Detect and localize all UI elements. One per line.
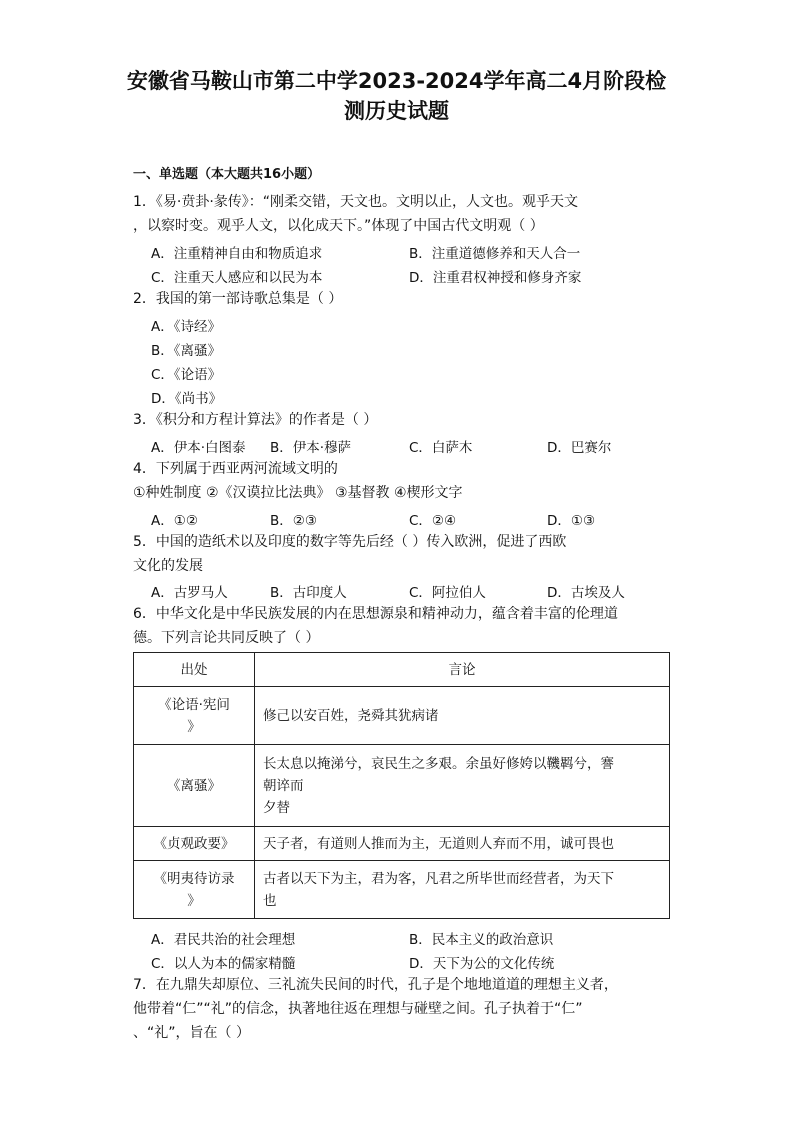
table-row [134,861,670,919]
row-quote: 长太息以掩涕兮，哀民生之多艰。余虽好修姱以鞿羁兮，謇 朝谇而 夕替 [255,745,670,827]
q1-option-d: D．注重君权神授和修身齐家 [409,270,582,286]
q6-quote-table [133,652,670,919]
row-quote: 修己以安百姓，尧舜其犹病诸 [255,687,670,745]
q3-option-b: B．伊本·穆萨 [270,440,352,456]
q6-option-a: A．君民共治的社会理想 [151,932,296,948]
q3-stem: 3．《积分和方程计算法》的作者是（ ） [133,412,378,428]
title-line-1: 安徽省马鞍山市第二中学2023-2024学年高二4月阶段检 [126,69,667,93]
q1-option-a: A．注重精神自由和物质追求 [151,246,323,262]
row-source: 《论语·宪问 》 [134,687,255,745]
q2-option-b: B．《离骚》 [151,343,222,359]
table-row [134,827,670,861]
q6-option-d: D．天下为公的文化传统 [409,956,555,972]
q6-option-c: C．以人为本的儒家精髓 [151,956,296,972]
q6-option-b: B．民本主义的政治意识 [409,932,554,948]
row-source: 《贞观政要》 [134,827,255,861]
q1-option-c: C．注重天人感应和以民为本 [151,270,323,286]
row-quote: 古者以天下为主，君为客，凡君之所毕世而经营者，为天下 也 [255,861,670,919]
q5-option-b: B．古印度人 [270,585,347,601]
table-header-row [134,653,670,687]
q5-option-d: D．古埃及人 [547,585,625,601]
header-source: 出处 [134,653,255,687]
q4-option-d: D．①③ [547,513,596,529]
title-line-2: 测历史试题 [344,99,449,123]
q4-option-b: B．②③ [270,513,317,529]
q6-stem-line-2: 德。下列言论共同反映了（ ） [133,630,320,646]
q2-stem: 2．我国的第一部诗歌总集是（ ） [133,291,343,307]
q1-stem-line-1: 1．《易·贲卦·彖传》：“刚柔交错，天文也。文明以止，人文也。观乎天文 [133,194,579,210]
row-source: 《明夷待访录 》 [134,861,255,919]
q3-option-a: A．伊本·白图泰 [151,440,246,456]
q2-option-c: C．《论语》 [151,367,222,383]
table-row [134,687,670,745]
q1-option-b: B．注重道德修养和天人合一 [409,246,581,262]
q5-option-c: C．阿拉伯人 [409,585,486,601]
q4-option-a: A．①② [151,513,198,529]
q5-option-a: A．古罗马人 [151,585,228,601]
q4-items: ①种姓制度 ②《汉谟拉比法典》 ③基督教 ④楔形文字 [133,485,463,501]
q5-stem-line-2: 文化的发展 [133,558,203,574]
q3-option-d: D．巴赛尔 [547,440,612,456]
q6-stem-line-1: 6．中华文化是中华民族发展的内在思想源泉和精神动力，蕴含着丰富的伦理道 [133,606,618,622]
q5-stem-line-1: 5．中国的造纸术以及印度的数字等先后经（ ）传入欧洲，促进了西欧 [133,534,567,550]
exam-title [120,66,673,126]
row-quote: 天子者，有道则人推而为主，无道则人弃而不用，诚可畏也 [255,827,670,861]
table-row [134,745,670,827]
q2-option-d: D．《尚书》 [151,391,223,407]
header-quote: 言论 [255,653,670,687]
q4-option-c: C．②④ [409,513,457,529]
q2-option-a: A．《诗经》 [151,319,221,335]
section-heading: 一、单选题（本大题共16小题） [133,167,321,182]
row-source: 《离骚》 [134,745,255,827]
q4-stem: 4．下列属于西亚两河流域文明的 [133,461,338,477]
q3-option-c: C．白萨木 [409,440,473,456]
q7-stem-line-2: 他带着“仁”“礼”的信念，执著地往返在理想与碰壁之间。孔子执着于“仁” [133,1001,583,1017]
q1-stem-line-2: ，以察时变。观乎人文，以化成天下。”体现了中国古代文明观（ ） [133,218,544,234]
q7-stem-line-1: 7．在九鼎失却原位、三礼流失民间的时代，孔子是个地地道道的理想主义者， [133,977,618,993]
q7-stem-line-3: 、“礼”，旨在（ ） [133,1025,250,1041]
